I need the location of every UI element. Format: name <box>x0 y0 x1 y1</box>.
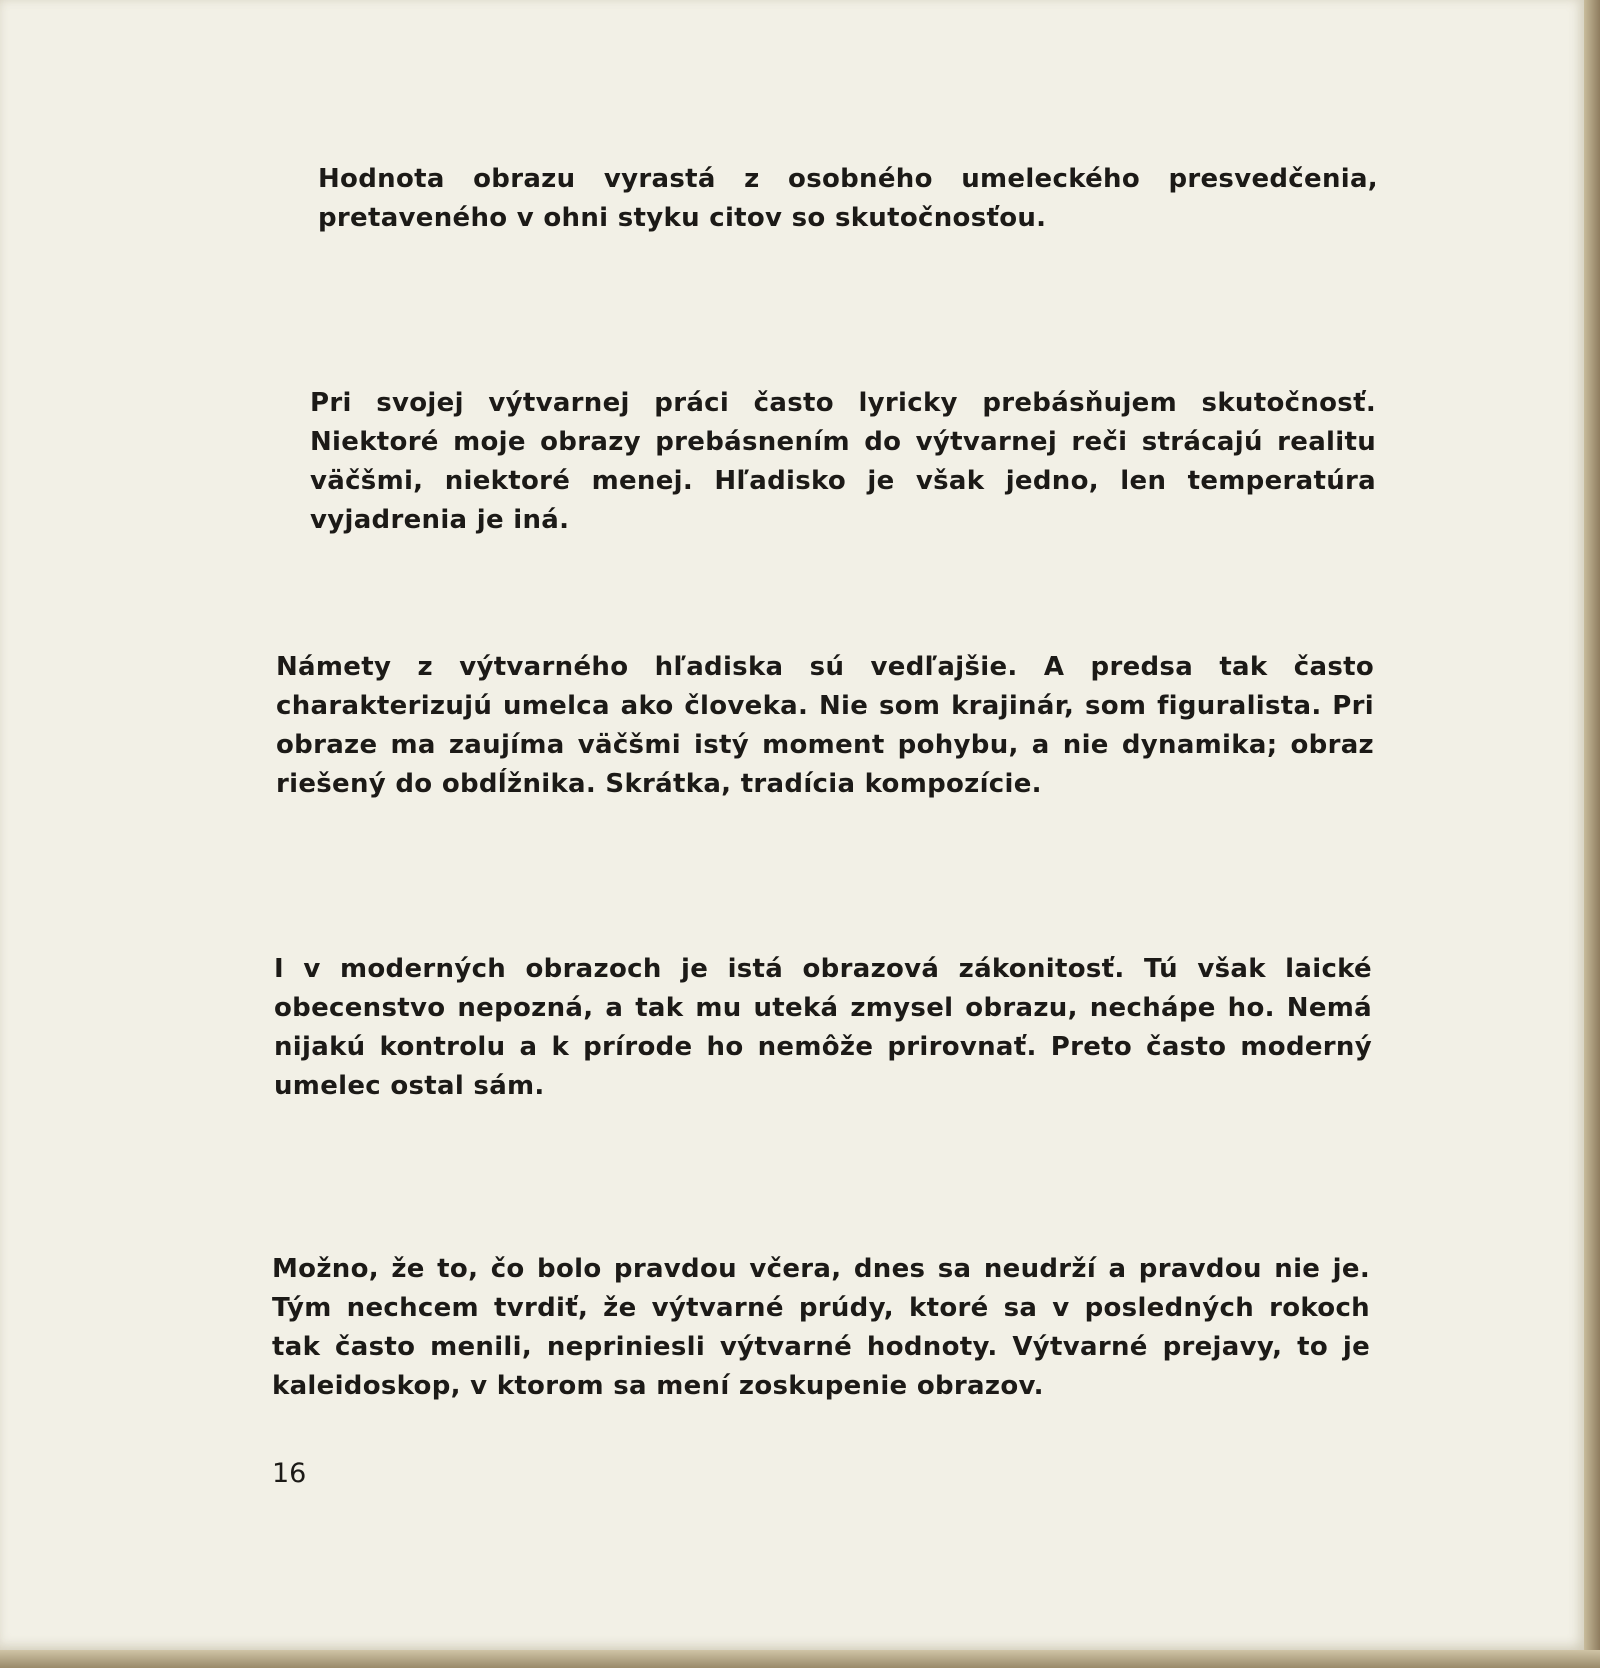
paragraph-1: Hodnota obrazu vyrastá z osobného umeleckého presvedčenia, pretaveného v ohni styku citov so skutočnosťou. <box>318 164 1378 233</box>
page-edge-right <box>1584 0 1600 1668</box>
page-number: 16 <box>272 1458 307 1489</box>
page-edge-bottom <box>0 1650 1600 1668</box>
paragraph-3: Námety z výtvarného hľadiska sú vedľajšie. A predsa tak často charakterizujú umelca ako človeka. Nie som krajinár, som figuralista. Pri obraze ma zaujíma väčšmi istý moment pohybu, a nie dynamika; obraz riešený do obdĺžnika. Skrátka, tradícia kompozície. <box>276 652 1374 799</box>
paragraph-5: Možno, že to, čo bolo pravdou včera, dnes sa neudrží a pravdou nie je. Tým nechcem tvrdiť, že výtvarné prúdy, ktoré sa v posledných rokoch tak často menili, nepriniesli výtvarné hodnoty. Výtvarné prejavy, to je kaleidoskop, v ktorom sa mení zoskupenie obrazov. <box>272 1254 1370 1401</box>
paragraph-2: Pri svojej výtvarnej práci často lyricky prebásňujem skutočnosť. Niektoré moje obrazy prebásnením do výtvarnej reči strácajú realitu väčšmi, niektoré menej. Hľadisko je však jedno, len temperatúra vyjadrenia je iná. <box>310 388 1376 535</box>
paragraph-4: I v moderných obrazoch je istá obrazová zákonitosť. Tú však laické obecenstvo nepozná, a tak mu uteká zmysel obrazu, nechápe ho. Nemá nijakú kontrolu a k prírode ho nemôže prirovnať. Preto často moderný umelec ostal sám. <box>274 954 1372 1101</box>
